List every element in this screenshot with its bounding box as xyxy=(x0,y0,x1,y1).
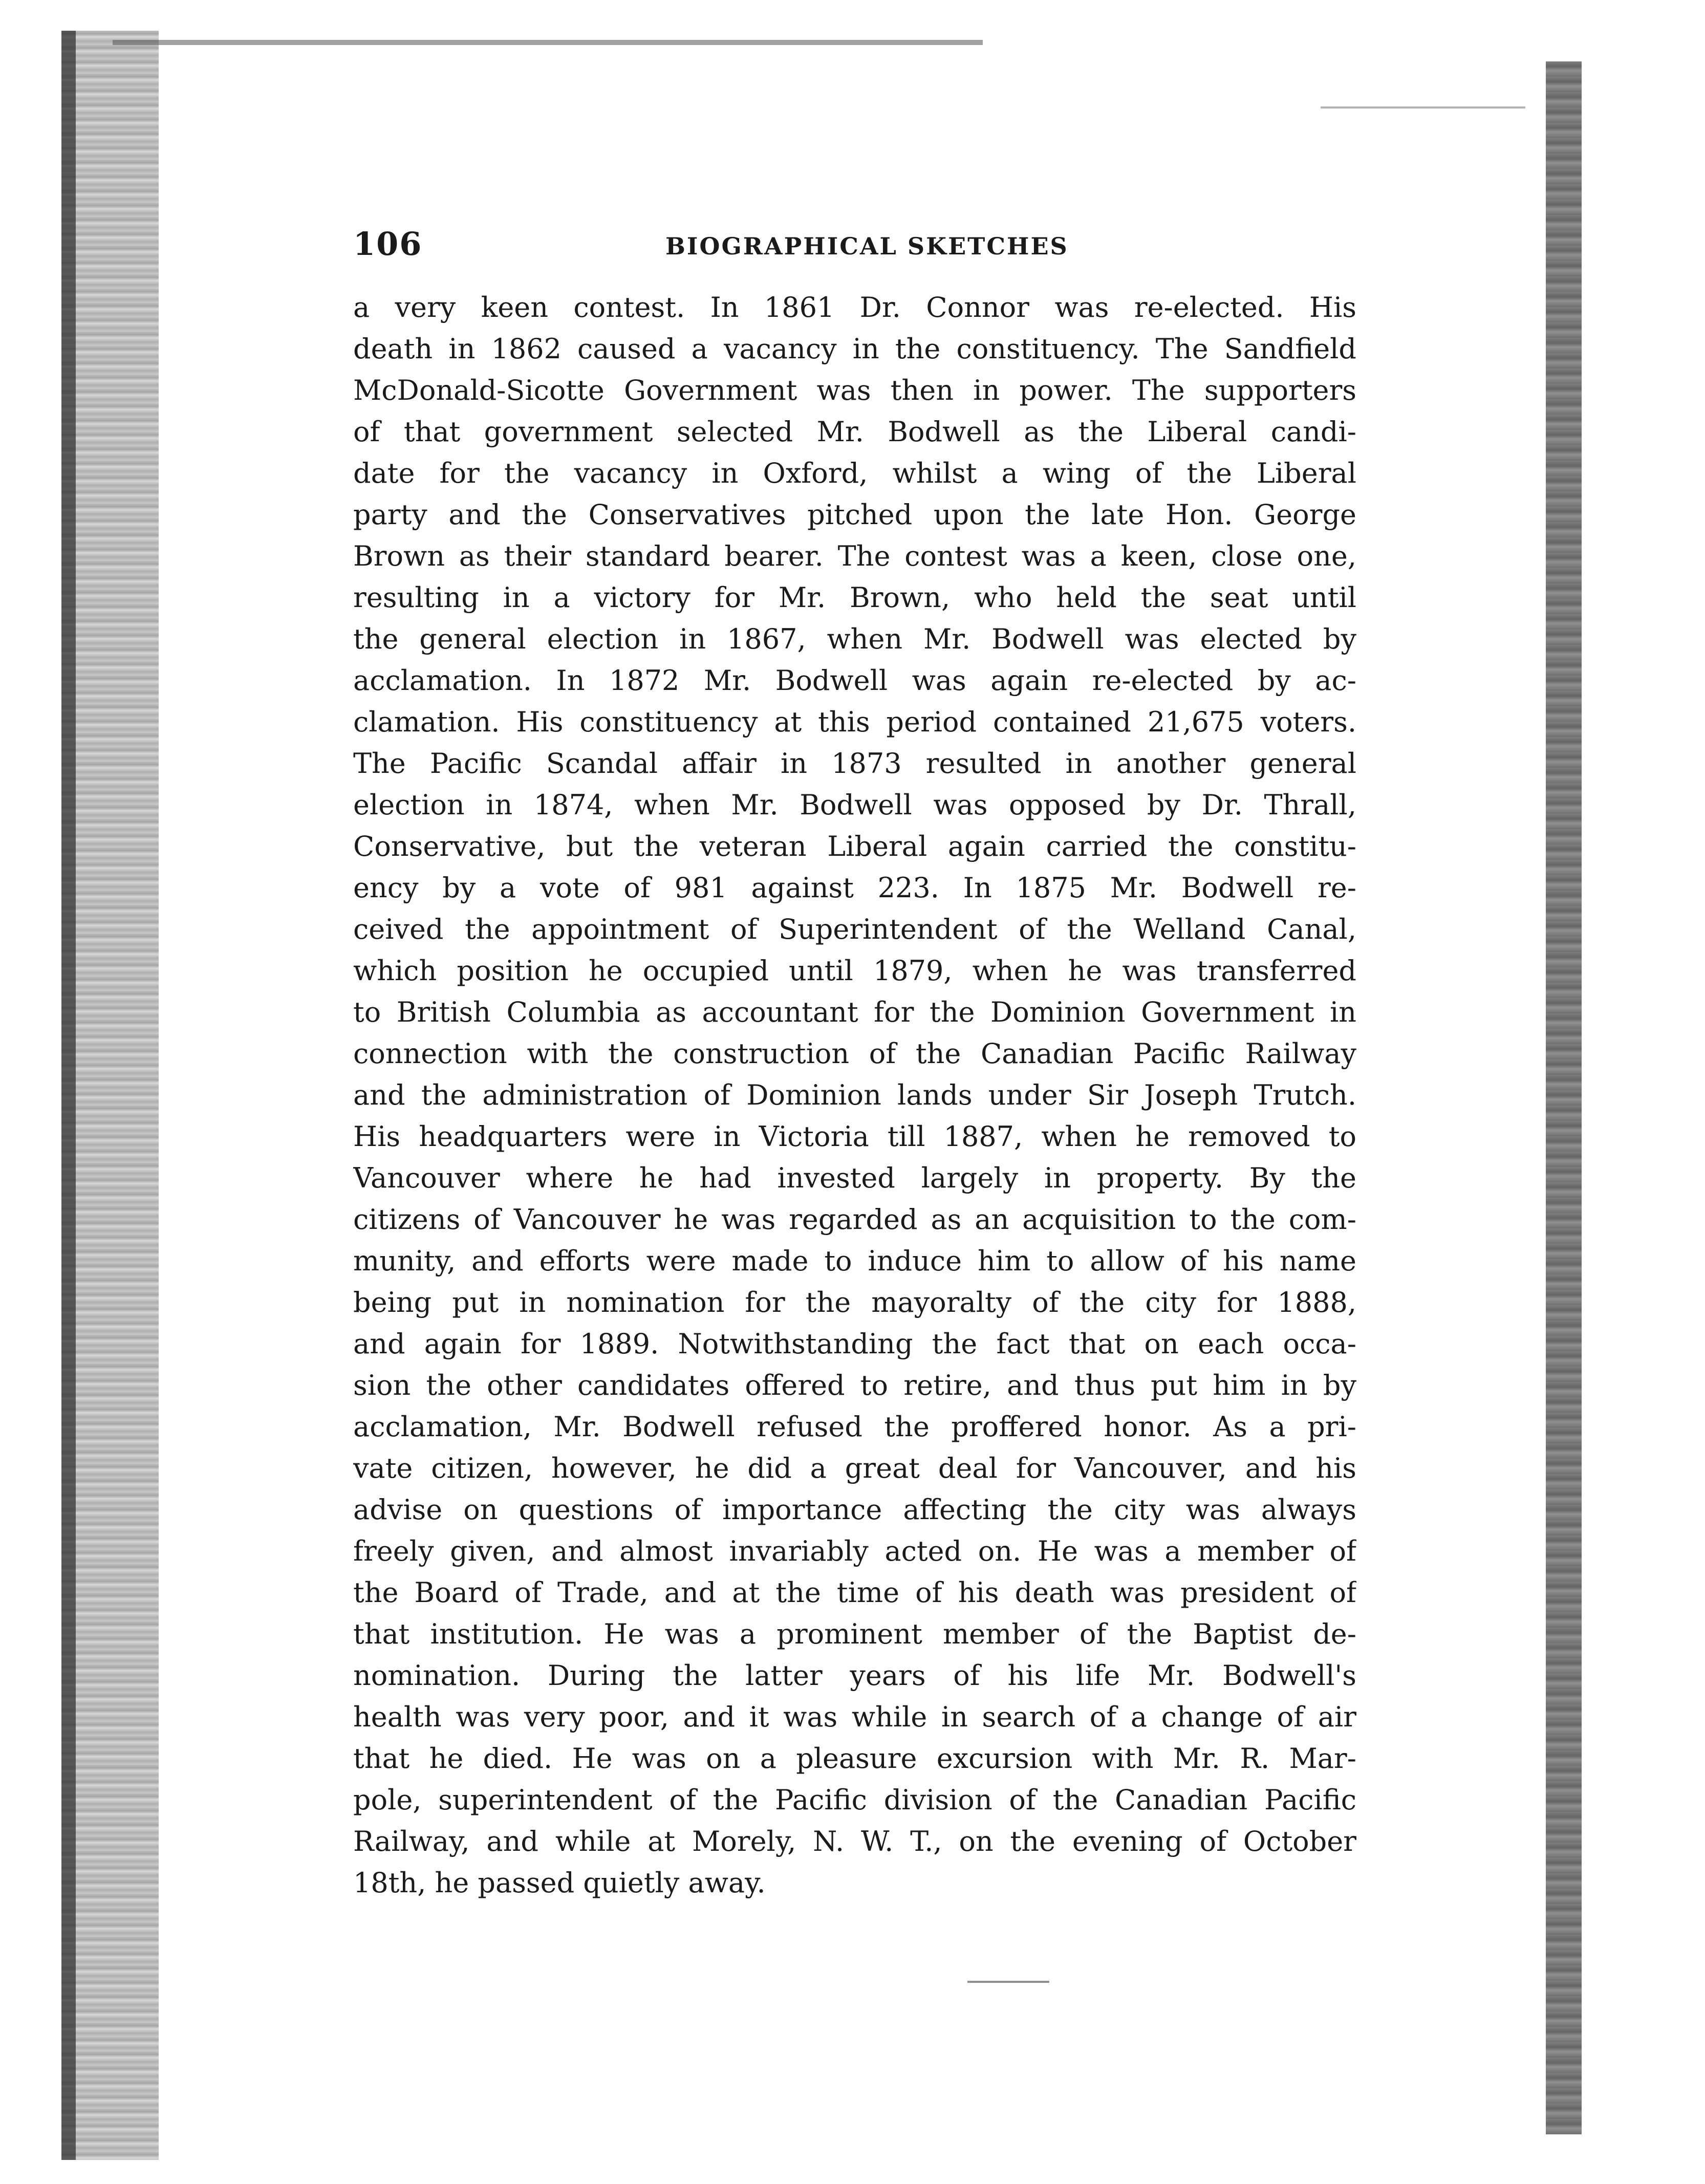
text-line: a very keen contest. In 1861 Dr. Connor was re-elected. His xyxy=(353,291,1356,323)
text-line: clamation. His constituency at this period contained 21,675 voters. xyxy=(353,706,1356,738)
scan-top-rule-right xyxy=(1321,106,1525,109)
text-line: Brown as their standard bearer. The contest was a keen, close one, xyxy=(353,540,1356,572)
text-line: the Board of Trade, and at the time of his death was president of xyxy=(353,1576,1356,1609)
text-line: Vancouver where he had invested largely in property. By the xyxy=(353,1162,1356,1194)
text-line: and the administration of Dominion lands under Sir Joseph Trutch. xyxy=(353,1079,1356,1111)
text-line: party and the Conservatives pitched upon the late Hon. George xyxy=(353,499,1356,531)
text-line: date for the vacancy in Oxford, whilst a wing of the Liberal xyxy=(353,457,1356,489)
running-title: BIOGRAPHICAL SKETCHES xyxy=(665,232,1069,260)
text-line: sion the other candidates offered to retire, and thus put him in by xyxy=(353,1369,1356,1401)
text-line: Conservative, but the veteran Liberal again carried the constitu- xyxy=(353,830,1356,862)
text-line: health was very poor, and it was while in search of a change of air xyxy=(353,1701,1356,1733)
page-header xyxy=(353,225,1356,266)
text-line: nomination. During the latter years of his life Mr. Bodwell's xyxy=(353,1659,1356,1692)
text-line: vate citizen, however, he did a great deal for Vancouver, and his xyxy=(353,1452,1356,1484)
scan-bottom-mark xyxy=(967,1981,1049,1983)
text-line: the general election in 1867, when Mr. Bodwell was elected by xyxy=(353,623,1356,655)
text-line: citizens of Vancouver he was regarded as an acquisition to the com- xyxy=(353,1203,1356,1236)
text-line: to British Columbia as accountant for the Dominion Government in xyxy=(353,996,1356,1028)
binding-gutter-edge xyxy=(61,31,76,2160)
text-line: connection with the construction of the Canadian Pacific Railway xyxy=(353,1037,1356,1070)
text-line: The Pacific Scandal affair in 1873 resulted in another general xyxy=(353,747,1356,780)
text-line: McDonald-Sicotte Government was then in power. The supporters xyxy=(353,374,1356,406)
text-line: His headquarters were in Victoria till 1887, when he removed to xyxy=(353,1120,1356,1153)
text-line: advise on questions of importance affecting the city was always xyxy=(353,1494,1356,1526)
text-line: freely given, and almost invariably acted on. He was a member of xyxy=(353,1535,1356,1567)
text-line: of that government selected Mr. Bodwell as the Liberal candi- xyxy=(353,416,1356,448)
text-line: acclamation. In 1872 Mr. Bodwell was again re-elected by ac- xyxy=(353,664,1356,697)
text-line: being put in nomination for the mayoralty of the city for 1888, xyxy=(353,1286,1356,1318)
body-text xyxy=(353,287,1356,1904)
text-line: munity, and efforts were made to induce him to allow of his name xyxy=(353,1245,1356,1277)
text-line: election in 1874, when Mr. Bodwell was opposed by Dr. Thrall, xyxy=(353,789,1356,821)
text-line: ceived the appointment of Superintendent of the Welland Canal, xyxy=(353,913,1356,945)
page-number: 106 xyxy=(353,225,423,263)
text-line: pole, superintendent of the Pacific division of the Canadian Pacific xyxy=(353,1784,1356,1816)
text-line-last: 18th, he passed quietly away. xyxy=(353,1867,766,1899)
text-line: acclamation, Mr. Bodwell refused the proffered honor. As a pri- xyxy=(353,1411,1356,1443)
text-line: and again for 1889. Notwithstanding the fact that on each occa- xyxy=(353,1328,1356,1360)
text-line: resulting in a victory for Mr. Brown, who held the seat until xyxy=(353,581,1356,614)
text-line: that he died. He was on a pleasure excursion with Mr. R. Mar- xyxy=(353,1742,1356,1775)
text-line: which position he occupied until 1879, when he was transferred xyxy=(353,955,1356,987)
binding-gutter-left xyxy=(61,31,159,2160)
binding-shadow-right xyxy=(1546,61,1582,2134)
text-line: that institution. He was a prominent member of the Baptist de- xyxy=(353,1618,1356,1650)
scan-top-rule xyxy=(113,40,983,45)
text-line: ency by a vote of 981 against 223. In 1875 Mr. Bodwell re- xyxy=(353,872,1356,904)
text-line: death in 1862 caused a vacancy in the constituency. The Sandfield xyxy=(353,333,1356,365)
text-line: Railway, and while at Morely, N. W. T., on the evening of October xyxy=(353,1825,1356,1857)
